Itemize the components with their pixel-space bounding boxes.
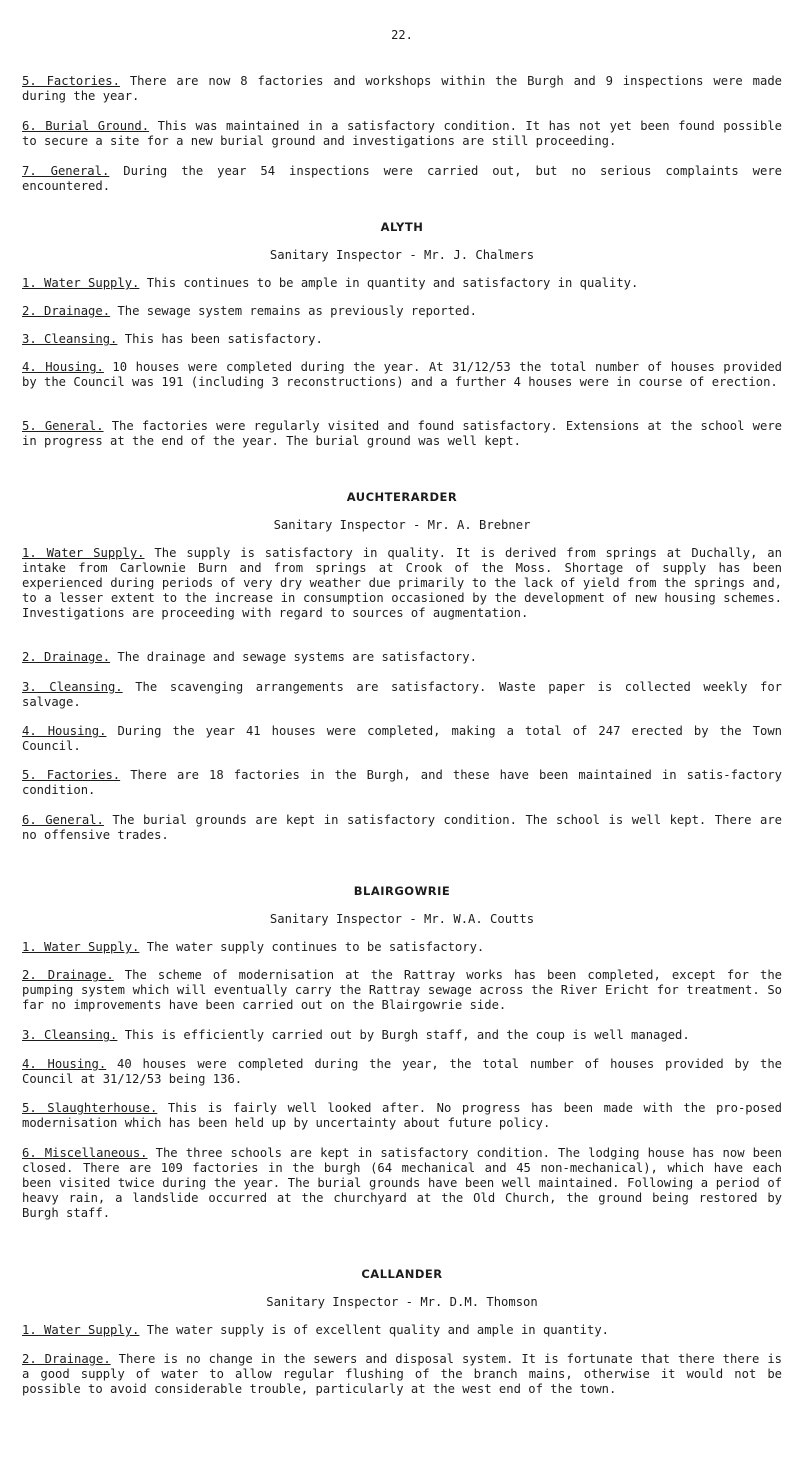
item-text: During the year 54 inspections were carried out, but no serious complaints were encountered. xyxy=(22,164,783,193)
item-text: This is efficiently carried out by Burgh staff, and the coup is well managed. xyxy=(117,1028,690,1042)
section-heading-alyth: ALYTH xyxy=(380,220,424,234)
list-item xyxy=(22,680,782,710)
item-label: 1. Water Supply. xyxy=(22,546,145,560)
list-item xyxy=(22,1146,782,1221)
item-label: 3. Cleansing. xyxy=(22,680,123,694)
item-label: 6. General. xyxy=(22,813,104,827)
sanitary-inspector-callander: Sanitary Inspector - Mr. D.M. Thomson xyxy=(266,1295,538,1309)
item-label: 3. Cleansing. xyxy=(22,332,118,346)
item-label: 5. General. xyxy=(22,419,104,433)
item-text: 10 houses were completed during the year. At 31/12/53 the total number of houses provided by the Council was 191 (including 3 reconstructions) and a further 4 houses were in course of erection. xyxy=(22,360,783,389)
paragraph xyxy=(22,164,782,194)
item-label: 2. Drainage. xyxy=(22,968,114,982)
item-label: 1. Water Supply. xyxy=(22,276,140,290)
item-text: The sewage system remains as previously reported. xyxy=(110,304,477,318)
item-label: 3. Cleansing. xyxy=(22,1028,118,1042)
item-text: There are now 8 factories and workshops within the Burgh and 9 inspections were made during the year. xyxy=(22,74,783,103)
item-label: 1. Water Supply. xyxy=(22,940,140,954)
item-label: 2. Drainage. xyxy=(22,1352,111,1366)
list-item xyxy=(22,1352,782,1397)
section-heading-blairgowrie: BLAIRGOWRIE xyxy=(353,884,451,898)
item-text: The water supply continues to be satisfactory. xyxy=(139,940,485,954)
list-item xyxy=(22,768,782,798)
item-text: There is no change in the sewers and disposal system. It is fortunate that there there is a good supply of water to allow regular flushing of the branch mains, otherwise it would not be possible to avoid considerable trouble, particularly at the west end of the town. xyxy=(22,1352,782,1396)
item-text: The scheme of modernisation at the Rattray works has been completed, except for the pumping system which will eventually carry the Rattray sewage across the River Ericht for treatment. So far no improvements have been carried out on the Blairgowrie side. xyxy=(22,968,782,1012)
item-label: 5. Slaughterhouse. xyxy=(22,1101,158,1115)
list-item xyxy=(22,1057,782,1087)
list-item xyxy=(22,1028,782,1043)
item-text: The three schools are kept in satisfactory condition. The lodging house has now been closed. There are 109 factories in the burgh (64 mechanical and 45 non-mechanical), which have each been visited twice during the year. The burial grounds have been well maintained. Following a period of heavy rain, a landslide occurred at the churchyard at the Old Church, the ground being restored by Burgh staff. xyxy=(22,1146,782,1220)
item-text: The burial grounds are kept in satisfactory condition. The school is well kept. There are no offensive trades. xyxy=(22,813,783,842)
sanitary-inspector-auchterarder: Sanitary Inspector - Mr. A. Brebner xyxy=(273,518,531,532)
sanitary-inspector-blairgowrie: Sanitary Inspector - Mr. W.A. Coutts xyxy=(269,912,535,926)
list-item xyxy=(22,813,782,843)
item-label: 5. Factories. xyxy=(22,74,120,88)
item-label: 2. Drainage. xyxy=(22,304,111,318)
item-label: 4. Housing. xyxy=(22,360,104,374)
page-number: 22. xyxy=(391,28,413,42)
item-text: This continues to be ample in quantity and satisfactory in quality. xyxy=(139,276,639,290)
list-item xyxy=(22,304,782,319)
item-label: 6. Burial Ground. xyxy=(22,119,150,133)
item-label: 1. Water Supply. xyxy=(22,1323,140,1337)
sanitary-inspector-alyth: Sanitary Inspector - Mr. J. Chalmers xyxy=(269,248,535,262)
list-item xyxy=(22,546,782,621)
item-label: 6. Miscellaneous. xyxy=(22,1146,148,1160)
item-label: 2. Drainage. xyxy=(22,650,111,664)
item-label: 4. Housing. xyxy=(22,724,107,738)
item-text: The scavenging arrangements are satisfactory. Waste paper is collected weekly for salvage. xyxy=(22,680,782,709)
list-item xyxy=(22,1323,782,1338)
item-text: There are 18 factories in the Burgh, and these have been maintained in satis-factory condition. xyxy=(22,768,783,797)
intro-item xyxy=(22,74,782,104)
item-text: The supply is satisfactory in quality. It is derived from springs at Duchally, an intake from Carlownie Burn and from springs at Crook of the Moss. Shortage of supply has been experienced during periods of very dry weather due primarily to the lack of yield from the springs and, to a lesser extent to the increase in consumption occasioned by the development of new housing schemes. Investigations are proceeding with regard to sources of augmentation. xyxy=(22,546,782,620)
list-item xyxy=(22,724,782,754)
item-text: This was maintained in a satisfactory condition. It has not yet been found possible to secure a site for a new burial ground and investigations are still proceeding. xyxy=(22,119,782,148)
item-text: The water supply is of excellent quality and ample in quantity. xyxy=(139,1323,610,1337)
list-item xyxy=(22,940,782,955)
intro-item xyxy=(22,164,782,194)
paragraph xyxy=(22,74,782,104)
list-item xyxy=(22,1101,782,1131)
section-heading-callander: CALLANDER xyxy=(361,1267,443,1281)
item-label: 4. Housing. xyxy=(22,1057,107,1071)
item-text: The drainage and sewage systems are satisfactory. xyxy=(110,650,477,664)
list-item xyxy=(22,276,782,291)
list-item xyxy=(22,968,782,1013)
item-text: The factories were regularly visited and found satisfactory. Extensions at the school were in progress at the end of the year. The burial ground was well kept. xyxy=(22,419,782,448)
item-label: 5. Factories. xyxy=(22,768,121,782)
list-item xyxy=(22,360,782,390)
section-heading-auchterarder: AUCHTERARDER xyxy=(346,490,458,504)
list-item xyxy=(22,419,782,449)
item-text: This has been satisfactory. xyxy=(117,332,323,346)
intro-item xyxy=(22,119,782,149)
item-text: This is fairly well looked after. No progress has been made with the pro-posed modernisation which has been held up by uncertainty about future policy. xyxy=(22,1101,782,1130)
paragraph xyxy=(22,119,782,149)
item-label: 7. General. xyxy=(22,164,110,178)
item-text: 40 houses were completed during the year, the total number of houses provided by the Council at 31/12/53 being 136. xyxy=(22,1057,782,1086)
item-text: During the year 41 houses were completed, making a total of 247 erected by the Town Council. xyxy=(22,724,782,753)
list-item xyxy=(22,650,782,665)
list-item xyxy=(22,332,782,347)
